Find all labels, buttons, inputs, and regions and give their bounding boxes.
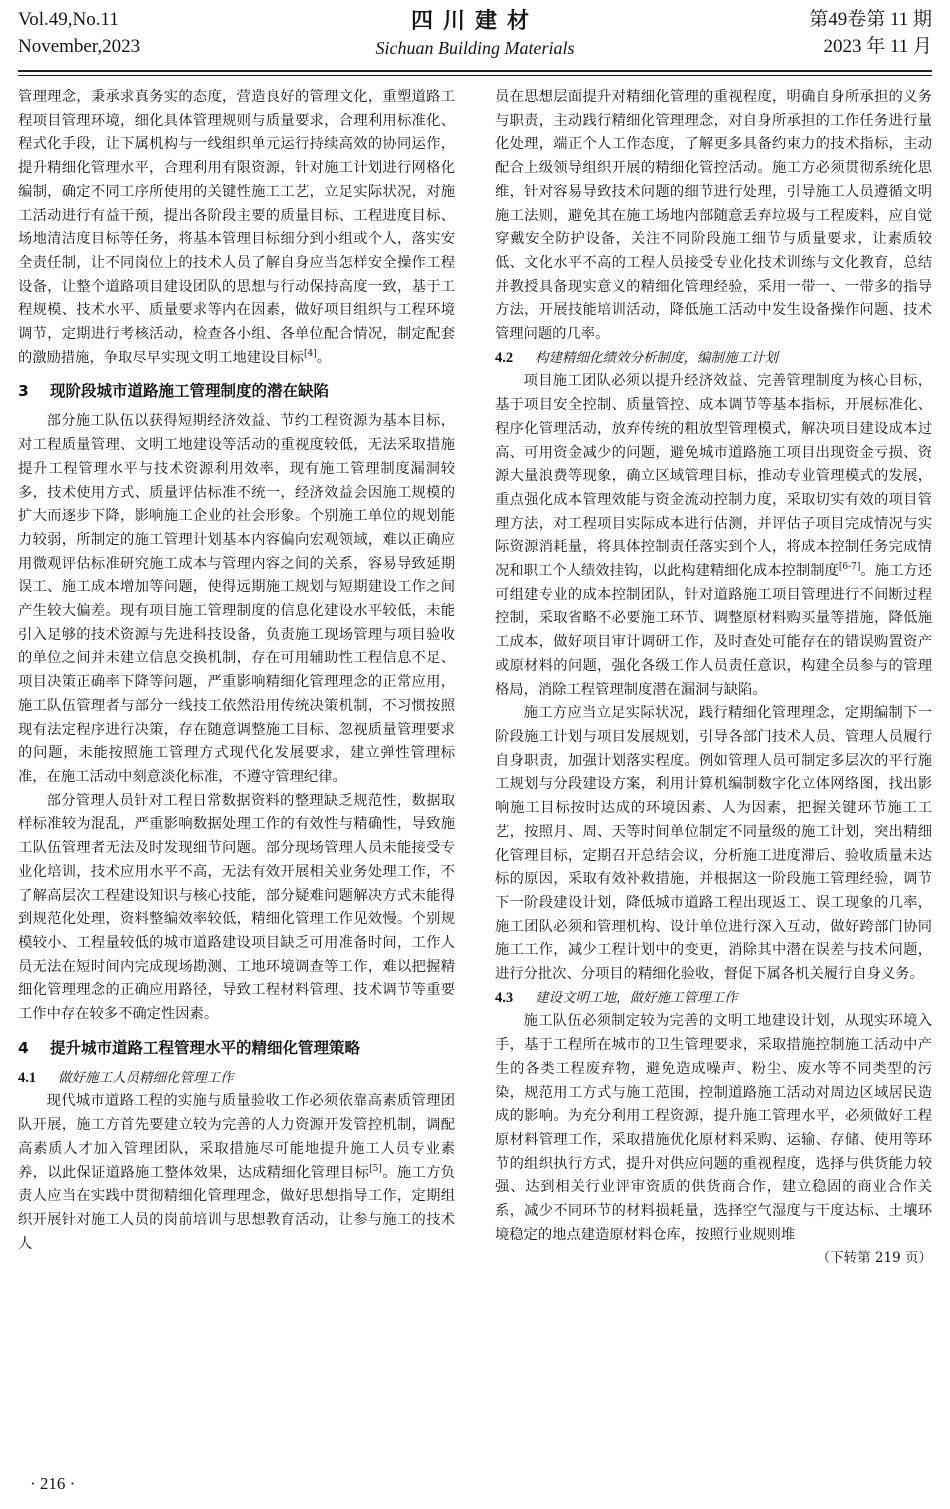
- citation-ref: [5]: [369, 1163, 382, 1174]
- subsection-heading-4-3: 4.3 建设文明工地，做好施工管理工作: [495, 989, 738, 1006]
- paragraph: 项目施工团队必须以提升经济效益、完善管理制度为核心目标，基于项目安全控制、质量管控、成本调节等基本指标，开展标准化、程序化管理活动，放弃传统的粗放型管理模式，解决项目建设成本过高、可用资金减少的问题，避免城市道路施工项目出现资金亏损、资源大量浪费等现象，确立区域管理目标，推动专业管理模式的发展，重点强化成本管理效能与资金流动控制力度，采取切实有效的项目管理方法，对工程项目实际成本进行估测，并评估子项目完成情况与实际资源消耗量，将具体控制责任落实到个人，将成本控制任务完成情况和职工个人绩效挂钩，以此构建精细化成本控制制度[6-7]。施工方还可组建专业的成本控制团队，针对道路施工项目管理进行不间断过程控制，采取省略不必要施工环节、调整原材料购买量等措施，降低施工成本，做好项目审计调研工作，及时查处可能存在的错误购置资产或原材料的问题，强化各级工作人员责任意识，构建全员参与的管理格局，消除工程管理制度潜在漏洞与缺陷。: [495, 373, 933, 698]
- date-english: November,2023: [18, 36, 141, 57]
- header-right: [809, 6, 932, 60]
- right-column: [495, 86, 932, 1269]
- paragraph: 施工队伍必须制定较为完善的文明工地建设计划，从现实环境入手，基于工程所在城市的卫生管理要求，采取措施控制施工活动中产生的各类工程废弃物，避免造成噪声、粉尘、废水等不同类型的污染，规范用工方式与施工范围，控制道路施工活动对周边区域居民造成的影响。为充分利用工程资源，提升施工管理水平，必须做好工程原材料管理工作，采取措施优化原材料采购、运输、存储、使用等环节的组织执行方式，提升对供应问题的重视程度，选择与供货能力较强、达到相关行业评审资质的供货商合作，建立稳固的商业合作关系，减少不同环节的材料损耗量，选择空气湿度与干度达标、土壤环境稳定的地点建造原材料仓库，按照行业规则堆: [495, 1013, 932, 1243]
- section-heading-3: 3 现阶段城市道路施工管理制度的潜在缺陷: [18, 382, 330, 401]
- header-center: [18, 6, 932, 60]
- paragraph: 员在思想层面提升对精细化管理的重视程度，明确自身所承担的义务与职责，主动践行精细化管理理念，对自身所承担的工作任务进行量化处理，端正个人工作态度，了解更多具备约束力的技术指标，主动配合上级领导组织开展的精细化管控活动。施工方必须贯彻系统化思维，针对容易导致技术问题的细节进行处理，引导施工人员遵循文明施工法则，避免其在施工场地内部随意丢弃垃圾与工程废料，应自觉穿戴安全防护设备，关注不同阶段施工细节与质量要求，让素质较低、文化水平不高的工程人员接受专业化技术训练与文化教育，总结并教授具备现实意义的精细化管理经验，采用一带一、一带多的指导方法，开展技能培训活动，降低施工活动中发生设备操作问题、技术管理问题的几率。: [495, 89, 932, 343]
- date-chinese: 2023 年 11 月: [823, 36, 932, 57]
- citation-ref: [6-7]: [838, 562, 861, 573]
- paragraph: 施工方应当立足实际状况，践行精细化管理理念，定期编制下一阶段施工计划与项目发展规划，引导各部门技术人员、管理人员履行自身职责，加强计划落实程度。例如管理人员可制定多层次的平行施工规划与分段建设方案，利用计算机编制数字化立体网络图，找出影响施工目标按时达成的环境因素、人为因素，把握关键环节施工工艺，按照月、周、天等时间单位制定不同量级的施工计划，突出精细化管理目标，定期召开总结会议，分析施工进度滞后、验收质量未达标的原因，采取有效补救措施，并根据这一阶段施工管理经验，调节下一阶段建设计划，降低城市道路工程出现返工、误工现象的几率，施工团队必须和管理机构、设计单位进行深入互动，做好跨部门协同施工工作，减少工程计划中的变更，消除其中潜在误差与技术问题，进行分批次、分项目的精细化验收，督促下属各机关履行自身义务。: [495, 705, 932, 983]
- journal-title-english: Sichuan Building Materials: [375, 38, 575, 58]
- paragraph: 部分施工队伍以获得短期经济效益、节约工程资源为基本目标，对工程质量管理、文明工地建设等活动的重视度较低，无法采取措施提升工程管理水平与技术资源利用效率，现有施工管理制度漏洞较多，技术使用方式、质量评估标准不统一，经济效益会因施工规模的扩大而逐步下降，影响施工企业的社会形象。个别施工单位的规划能力较弱，所制定的施工管理计划基本内容偏向宏观领域，难以正确应用微观评估标准研究施工成本与管理内容之间的关系，容易导致延期误工、施工成本增加等问题，使得远期施工规划与短期建设工作之间产生较大偏差。现有项目施工管理制度的信息化建设水平较低，未能引入足够的技术资源与先进科技设备，负责施工现场管理与项目验收的单位之间并未建立信息交换机制，存在可用辅助性工程信息不足、项目决策正确率下降等问题，严重影响精细化管理理念的正常应用，施工队伍管理者与部分一线技工依然沿用传统决策机制，不习惯按照现有法定程序进行决策，存在随意调整施工目标、忽视质量管理要求的问题，未能按照施工管理方式现代化发展要求，建立弹性管理标准，在施工活动中刻意淡化标准，不遵守管理纪律。: [18, 413, 455, 785]
- header-rule-thin: [18, 75, 932, 76]
- journal-logo: 四川建材: [410, 8, 539, 34]
- header-rule-thick: [18, 70, 932, 72]
- citation-ref: [4]: [303, 348, 317, 359]
- page-number: · 216 ·: [30, 1474, 76, 1493]
- subsection-heading-4-2: 4.2 构建精细化绩效分析制度，编制施工计划: [495, 349, 778, 366]
- subsection-heading-4-1: 4.1 做好施工人员精细化管理工作: [18, 1069, 234, 1086]
- volume-english: Vol.49,No.11: [18, 9, 119, 30]
- left-column: [18, 86, 455, 1256]
- section-heading-4: 4 提升城市道路工程管理水平的精细化管理策略: [18, 1038, 361, 1057]
- paragraph: 部分管理人员针对工程日常数据资料的整理缺乏规范性，数据取样标准较为混乱，严重影响数据处理工作的有效性与精确性，导致施工队伍管理者无法及时发现细节问题。部分现场管理人员未能接受专业化培训，技术应用水平不高，无法有效开展相关业务处理工作，不了解高层次工程建设知识与核心技能，部分疑难问题解决方式未能得到规范化处理，资料整编效率较低，精细化管理工作见效慢。个别规模较小、工程量较低的城市道路建设项目缺乏可用准备时间，工作人员无法在短时间内完成现场勘测、工地环境调查等工作，难以把握精细化管理理念的正确应用路径，导致工程材料管理、技术调节等重要工作中存在较多不确定性因素。: [18, 792, 455, 1023]
- paragraph: 现代城市道路工程的实施与质量验收工作必须依靠高素质管理团队开展，施工方首先要建立较为完善的人力资源开发管控机制，调配高素质人才加入管理团队，采取措施尽可能地提升施工人员专业素养，以此保证道路施工整体效果，达成精细化管理目标[5]。施工方负责人应当在实践中贯彻精细化管理理念，做好思想指导工作，定期组织开展针对施工人员的岗前培训与思想教育活动，让参与施工的技术人: [18, 1093, 456, 1252]
- running-header: [18, 6, 932, 70]
- paragraph: 管理理念，秉承求真务实的态度，营造良好的管理文化，重塑道路工程项目管理环境，细化具体管理规则与质量要求，合理利用标准化、程式化手段，让下属机构与一线组织单元运行持续高效的协同运作，提升精细化管理水平，合理利用有限资源，针对施工计划进行网格化编制，确定不同工序所使用的关键性施工工艺，立足实际状况，对施工活动进行有益干预，提出各阶段主要的质量目标、工程进度目标、场地清洁度目标等任务，将基本管理目标细分到小组或个人，落实安全责任制，让不同岗位上的技术人员了解自身应当怎样安全操作工程设备，让整个道路项目建设团队的思想与行动保持高度一致，基于工程规模、技术水平、质量要求等内在因素，做好项目组织与工程环境调节，定期进行考核活动，检查各小组、各单位配合情况，制定配套的激励措施，争取尽早实现文明工地建设目标[4]。: [18, 89, 455, 366]
- volume-chinese: 第49卷第 11 期: [809, 9, 932, 30]
- continued-note: （下转第 219 页）: [816, 1250, 932, 1267]
